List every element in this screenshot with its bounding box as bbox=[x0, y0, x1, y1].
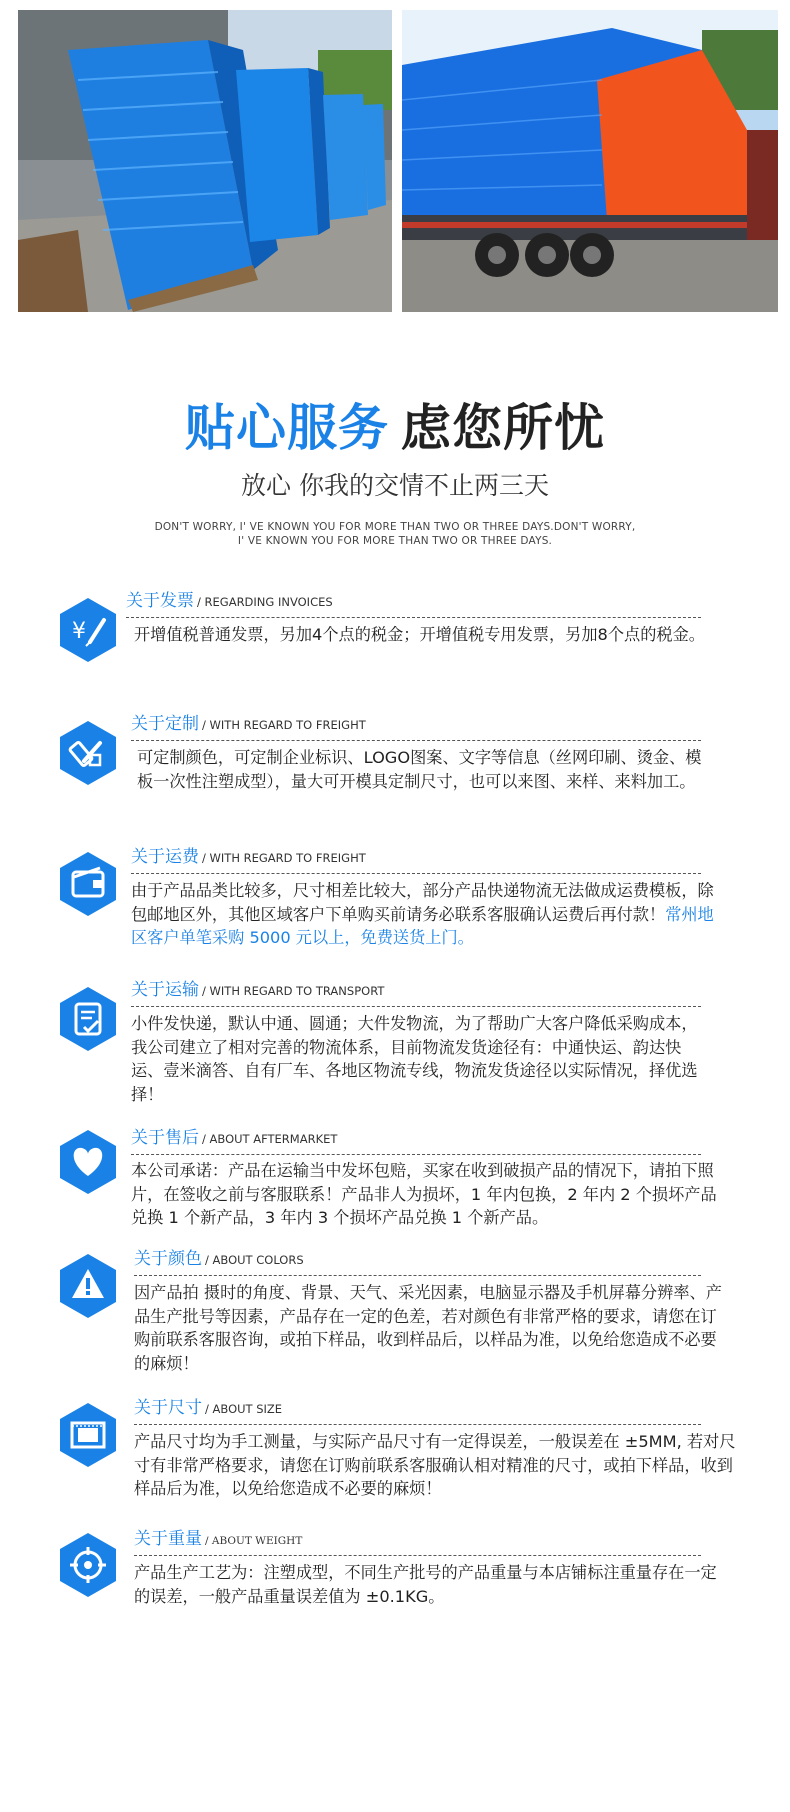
item-subtitle: / ABOUT WEIGHT bbox=[205, 1535, 303, 1547]
item-title: 关于发票 bbox=[126, 591, 194, 611]
divider bbox=[126, 617, 701, 618]
item-body: 本公司承诺：产品在运输当中发坏包赔，买家在收到破损产品的情况下，请拍下照片，在签收之前与客服联系！产品非人为损坏，1 年内包换，2 年内 2 个损坏产品兑换 1 个新产品，3 年内 3 个损坏产品兑换 1 个新产品。 bbox=[131, 1161, 717, 1227]
invoice-pen-icon bbox=[60, 598, 116, 662]
warehouse-pallets-photo bbox=[18, 10, 392, 312]
item-subtitle: / ABOUT SIZE bbox=[205, 1402, 283, 1416]
film-strip-icon bbox=[60, 1403, 116, 1467]
item-title: 关于运输 bbox=[131, 980, 199, 1000]
svg-text:¥: ¥ bbox=[72, 619, 86, 644]
item-subtitle: / WITH REGARD TO FREIGHT bbox=[202, 851, 366, 865]
item-body: 可定制颜色，可定制企业标识、LOGO图案、文字等信息（丝网印刷、烫金、模板一次性注塑成型），量大可开模具定制尺寸，也可以来图、来样、来料加工。 bbox=[137, 748, 702, 791]
item-title: 关于定制 bbox=[131, 714, 199, 734]
headline-dark: 虑您所忧 bbox=[401, 399, 605, 457]
divider bbox=[131, 1006, 701, 1007]
item-body: 开增值税普通发票，另加4个点的税金；开增值税专用发票，另加8个点的税金。 bbox=[134, 625, 705, 644]
item-subtitle: / ABOUT AFTERMARKET bbox=[202, 1132, 338, 1146]
item-body: 产品生产工艺为：注塑成型，不同生产批号的产品重量与本店铺标注重量存在一定的误差，一般产品重量误差值为 ±0.1KG。 bbox=[134, 1563, 717, 1606]
design-tools-icon bbox=[60, 721, 116, 785]
item-body-text: 由于产品品类比较多，尺寸相差比较大，部分产品快递物流无法做成运费模板，除包邮地区外，其他区域客户下单购买前请务必联系客服确认运费后再付款！ bbox=[131, 881, 714, 924]
item-title: 关于尺寸 bbox=[134, 1398, 202, 1418]
item-subtitle: / REGARDING INVOICES bbox=[197, 595, 333, 609]
tagline-line-2: I' VE KNOWN YOU FOR MORE THAN TWO OR THREE DAYS. bbox=[237, 535, 553, 547]
item-subtitle: / ABOUT COLORS bbox=[205, 1253, 304, 1267]
item-title: 关于颜色 bbox=[134, 1249, 202, 1269]
item-body bbox=[131, 879, 721, 950]
item-title: 关于售后 bbox=[131, 1128, 199, 1148]
headline-blue: 贴心服务 bbox=[185, 399, 389, 457]
divider bbox=[134, 1555, 701, 1556]
free-delivery-highlight: 常州地区客户单笔采购 5000 元以上，免费送货上门。 bbox=[131, 904, 714, 947]
item-subtitle: / WITH REGARD TO TRANSPORT bbox=[202, 984, 385, 998]
divider bbox=[131, 740, 701, 741]
subheadline: 放心 你我的交情不止两三天 bbox=[241, 471, 549, 500]
warning-icon bbox=[60, 1254, 116, 1318]
checklist-icon bbox=[60, 987, 116, 1051]
headline bbox=[0, 396, 790, 460]
divider bbox=[131, 1154, 701, 1155]
item-title: 关于运费 bbox=[131, 847, 199, 867]
item-subtitle: / WITH REGARD TO FREIGHT bbox=[202, 718, 366, 732]
item-body: 小件发快递，默认中通、圆通；大件发物流，为了帮助广大客户降低采购成本，我公司建立了相对完善的物流体系，目前物流发货途径有：中通快运、韵达快运、壹米滴答、自有厂车、各地区物流专线，物流发货途径以实际情况，择优选择！ bbox=[131, 1014, 698, 1104]
english-tagline bbox=[120, 520, 670, 548]
truck-loaded-photo bbox=[402, 10, 778, 312]
target-icon bbox=[60, 1533, 116, 1597]
tagline-line-1: DON'T WORRY, I' VE KNOWN YOU FOR MORE THAN TWO OR THREE DAYS.DON'T WORRY, bbox=[154, 521, 636, 533]
divider bbox=[134, 1275, 701, 1276]
heart-icon bbox=[60, 1130, 116, 1194]
item-body: 因产品拍 摄时的角度、背景、天气、采光因素，电脑显示器及手机屏幕分辨率、产品生产批号等因素，产品存在一定的色差，若对颜色有非常严格的要求，请您在订购前联系客服咨询，或拍下样品，收到样品后，以样品为准，以免给您造成不必要的麻烦！ bbox=[134, 1283, 722, 1373]
item-body: 产品尺寸均为手工测量，与实际产品尺寸有一定得误差，一般误差在 ±5MM, 若对尺寸有非常严格要求，请您在订购前联系客服确认相对精准的尺寸，或拍下样品，收到样品后为准，以免给您造成不必要的麻烦！ bbox=[134, 1432, 736, 1498]
item-title: 关于重量 bbox=[134, 1529, 202, 1549]
wallet-icon bbox=[60, 852, 116, 916]
divider bbox=[131, 873, 701, 874]
divider bbox=[134, 1424, 701, 1425]
